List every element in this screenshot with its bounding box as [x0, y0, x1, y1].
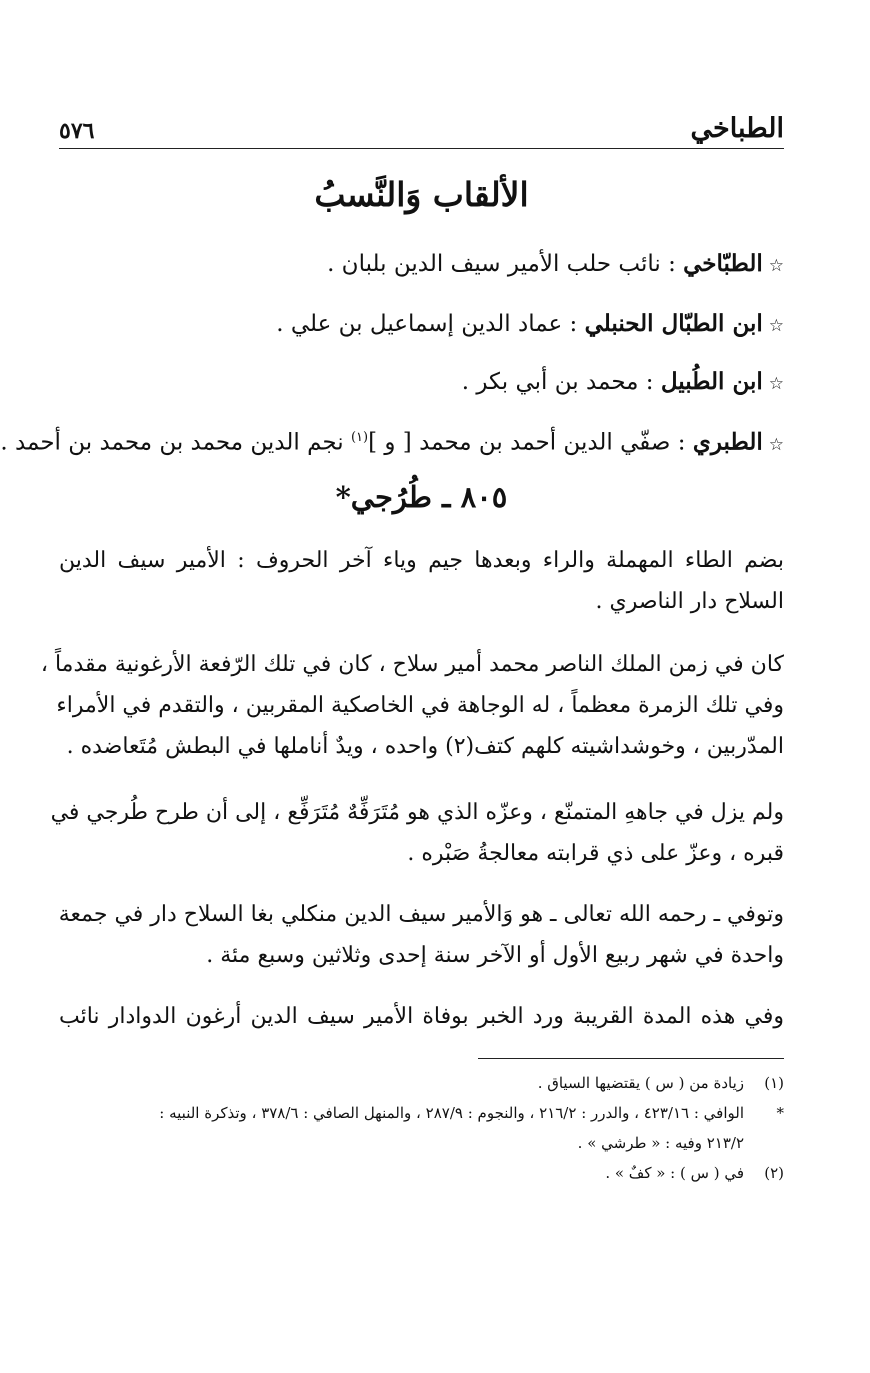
star-icon: ☆ — [768, 374, 784, 394]
text-line: ولم يزل في جاههِ المتمنّع ، وعزّه الذي هو مُتَرَفِّهٌ مُتَرَفِّع ، إلى أن طرح طُرجي في — [50, 800, 784, 825]
footnotes — [59, 1068, 784, 1188]
laqab-name: ابن الطُبيل — [660, 368, 763, 395]
laqab-name: الطبّاخي — [683, 250, 763, 277]
laqab-separator: : — [562, 311, 585, 337]
footnote-text: زيادة من ( س ) يقتضيها السياق . — [537, 1074, 744, 1092]
paragraph — [59, 540, 784, 622]
page-number: ٥٧٦ — [59, 118, 95, 144]
laqab-entry — [59, 364, 784, 400]
laqab-text: نجم الدين محمد بن محمد بن أحمد . — [0, 429, 351, 456]
section-title: الألقاب وَالنَّسبُ — [314, 175, 529, 214]
laqab-entry — [59, 306, 784, 342]
laqab-separator: : — [638, 369, 661, 395]
laqab-separator: : — [660, 251, 684, 277]
text-line: واحدة في شهر ربيع الأول أو الآخر سنة إحدى وثلاثين وسبع مئة . — [206, 943, 784, 968]
entry-title: ٨٠٥ ـ طُرُجي* — [335, 480, 508, 514]
laqab-separator: : — [670, 429, 693, 456]
text-line: كان في زمن الملك الناصر محمد أمير سلاح ، كان في تلك الرّفعة الأرغونية مقدماً ، — [40, 652, 784, 677]
laqab-text: محمد بن أبي بكر . — [461, 369, 639, 395]
footnote — [59, 1068, 784, 1098]
footnote-line: ٢١٣/٢ وفيه : « طرشي » . — [577, 1134, 744, 1152]
text-line: قبره ، وعزّ على ذي قرابته معالجةُ صَبْره . — [407, 841, 784, 866]
text-line: السلاح دار الناصري . — [595, 589, 784, 614]
footnote-line: الوافي : ٤٢٣/١٦ ، والدرر : ٢١٦/٢ ، والنجوم : ٢٨٧/٩ ، والمنهل الصافي : ٣٧٨/٦ ، وتذكرة النبيه : — [159, 1104, 744, 1122]
text-line: المدّربين ، وخوشداشيته كلهم كتف(٢) واحده ، ويدٌ أناملها في البطش مُتَعاضده . — [66, 734, 784, 759]
footnote-text: في ( س ) : « كفٌ » . — [605, 1164, 744, 1182]
header-divider — [59, 148, 784, 149]
footnote-marker: * — [776, 1104, 784, 1122]
text-line: وفي تلك الزمرة معظماً ، له الوجاهة في الخاصكية المقربين ، والتقدم في الأمراء — [56, 693, 784, 718]
footnote-divider — [478, 1058, 784, 1059]
running-header-title: الطباخي — [690, 113, 784, 144]
text-line: وتوفي ـ رحمه الله تعالى ـ هو وَالأمير سيف الدين منكلي بغا السلاح دار في جمعة — [58, 902, 784, 927]
laqab-entry — [59, 246, 784, 282]
laqab-text: عماد الدين إسماعيل بن علي . — [276, 311, 563, 337]
footnote-text — [59, 1098, 744, 1158]
footnote-ref[interactable]: (١) — [350, 430, 369, 445]
star-icon: ☆ — [768, 434, 784, 455]
footnote-marker: (١) — [764, 1074, 784, 1092]
laqab-text: نائب حلب الأمير سيف الدين بلبان . — [327, 251, 661, 277]
laqab-name: ابن الطبّال الحنبلي — [584, 310, 763, 337]
laqab-name: الطبري — [692, 428, 763, 456]
text-line: وفي هذه المدة القريبة ورد الخبر بوفاة الأمير سيف الدين أرغون الدوادار نائب — [59, 1004, 784, 1029]
star-icon: ☆ — [768, 316, 784, 336]
paragraph — [59, 894, 784, 976]
text-line: بضم الطاء المهملة والراء وبعدها جيم وياء آخر الحروف : الأمير سيف الدين — [59, 548, 784, 573]
footnote-marker: (٢) — [764, 1164, 784, 1182]
laqab-entry — [0, 420, 784, 456]
laqab-text: صفّي الدين أحمد بن محمد [ و ] — [368, 429, 671, 456]
footnote — [59, 1158, 784, 1188]
star-icon: ☆ — [768, 256, 784, 276]
paragraph — [40, 644, 784, 767]
paragraph — [59, 996, 784, 1037]
footnote — [59, 1098, 784, 1158]
running-header — [59, 104, 784, 144]
paragraph — [50, 792, 784, 874]
